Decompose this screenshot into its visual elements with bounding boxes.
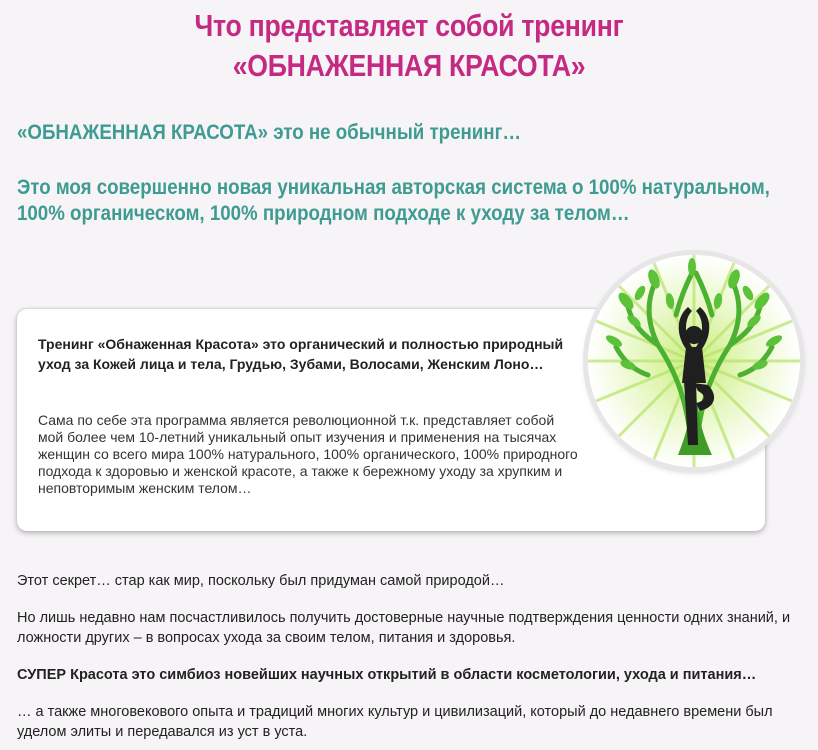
info-box-body: Сама по себе эта программа является революционной т.к. представляет собой мой более чем 10-летний уникальный опыт изучения и применения на тысячах женщин со всего мира 100% натурального, 100% органического, 100% природного подхода к здоровью и женской красоте, а также к бережному уходу за хрупким и неповторимым женским телом… [38,412,578,496]
paragraph-scientific: Но лишь недавно нам посчастливилось получить достоверные научные подтверждения ценности одних знаний, и ложности других – в вопросах ухода за своим телом, питания и здоровья. [17,610,791,646]
paragraph-secret: Этот секрет… стар как мир, поскольку был придуман самой природой… [17,573,505,589]
page-title-line-1: Что представляет собой тренинг [194,8,624,43]
page-title [57,6,760,86]
yoga-tree-icon [588,255,800,467]
paragraph-super-beauty: СУПЕР Красота это симбиоз новейших научных открытий в области косметологии, ухода и питания… [17,667,757,683]
yoga-image-frame [588,255,800,467]
page-title-line-2: «ОБНАЖЕННАЯ КРАСОТА» [232,48,586,83]
intro-subheading-line-1: Это моя совершенно новая уникальная авторская система о 100% натуральном, [17,175,770,199]
intro-subheading-line-2: 100% органическом, 100% природном подходе к уходу за телом… [17,201,630,225]
info-box-lead: Тренинг «Обнаженная Красота» это органический и полностью природный уход за Кожей лица и тела, Грудью, Зубами, Волосами, Женским Лоно… [38,336,564,372]
intro-heading: «ОБНАЖЕННАЯ КРАСОТА» это не обычный тренинг… [17,120,522,144]
paragraph-tradition: … а также многовекового опыта и традиций многих культур и цивилизаций, который до недавнего времени был уделом элиты и передавался из уст в уста. [17,704,773,740]
